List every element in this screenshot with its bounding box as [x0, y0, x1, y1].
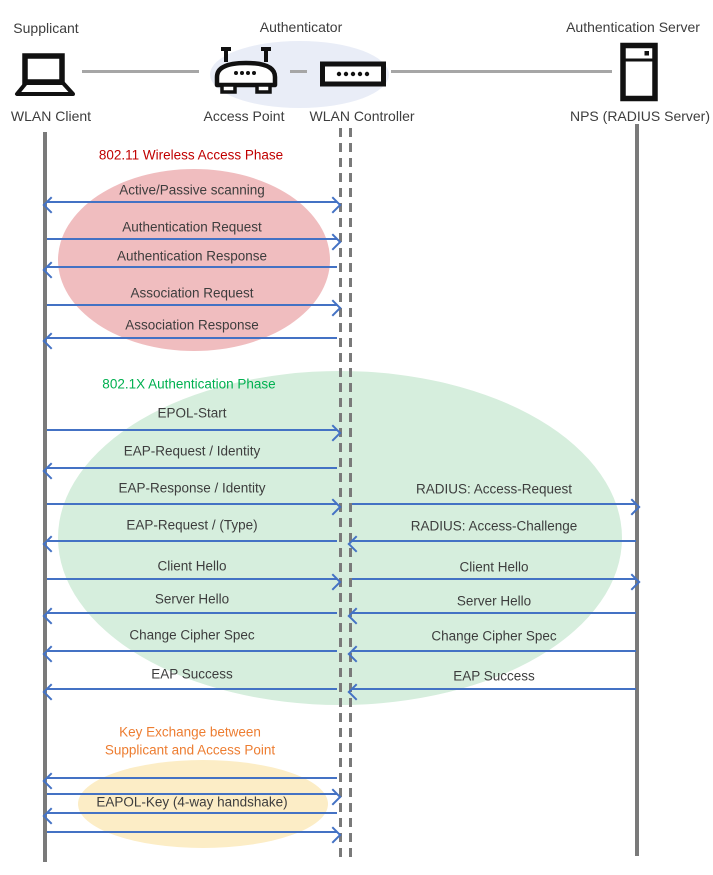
message-label: EPOL-Start: [157, 405, 227, 421]
device-label-nps-radius: NPS (RADIUS Server): [569, 108, 711, 124]
message-arrow-right: [352, 578, 636, 580]
message-arrow-left: [352, 540, 636, 542]
message-label: EAP Success: [151, 666, 233, 682]
lifeline-wlan-controller-left: [339, 128, 342, 858]
device-label-wlan-controller: WLAN Controller: [309, 108, 415, 124]
role-label-authenticator: Authenticator: [259, 19, 343, 35]
message-arrow-left: [47, 777, 337, 779]
message-arrow-right: [47, 503, 337, 505]
message-arrow-left: [352, 688, 636, 690]
message-label: Association Response: [125, 317, 259, 333]
message-arrow-right: [47, 578, 337, 580]
message-label: Active/Passive scanning: [119, 182, 265, 198]
message-label: RADIUS: Access-Request: [415, 481, 573, 497]
phase-title-key-exchange-line2: Supplicant and Access Point: [104, 742, 276, 758]
message-arrow-left: [352, 612, 636, 614]
connector-line: [391, 70, 612, 73]
message-arrow-right: [47, 238, 337, 240]
message-label: EAP-Request / (Type): [126, 517, 258, 533]
message-label: EAPOL-Key (4-way handshake): [96, 794, 288, 810]
message-label: Server Hello: [154, 591, 230, 607]
message-label: Change Cipher Spec: [129, 627, 255, 643]
message-arrow-right: [352, 503, 636, 505]
message-arrow-left: [47, 266, 337, 268]
message-label: Authentication Response: [116, 248, 268, 264]
laptop-icon: [10, 52, 80, 98]
role-label-authentication-server: Authentication Server: [566, 19, 700, 35]
message-arrow-right: [47, 831, 337, 833]
server-icon: [619, 42, 659, 102]
wlan-controller-icon: [319, 60, 387, 88]
phase-title-authentication: 802.1X Authentication Phase: [102, 376, 276, 392]
message-label: Server Hello: [456, 593, 532, 609]
device-label-access-point: Access Point: [203, 108, 285, 124]
message-label: Change Cipher Spec: [431, 628, 557, 644]
lifeline-wlan-client: [43, 132, 47, 862]
message-label: RADIUS: Access-Challenge: [410, 518, 578, 534]
device-label-wlan-client: WLAN Client: [10, 108, 92, 124]
wireless-access-point-icon: [209, 44, 283, 100]
message-arrow-left: [352, 650, 636, 652]
message-arrow-left: [47, 650, 337, 652]
connector-line: [290, 70, 307, 73]
message-label: Association Request: [130, 285, 254, 301]
connector-line: [82, 70, 199, 73]
lifeline-wlan-controller-right: [349, 128, 352, 858]
role-label-supplicant: Supplicant: [13, 20, 79, 36]
message-arrow-right: [47, 304, 337, 306]
message-arrow-left: [47, 612, 337, 614]
lifeline-nps-server: [635, 124, 639, 856]
message-arrow-right: [47, 429, 337, 431]
message-arrow-left: [47, 688, 337, 690]
message-label: Client Hello: [459, 559, 529, 575]
message-label: EAP Success: [453, 668, 535, 684]
message-label: Authentication Request: [122, 219, 262, 235]
message-arrow-left: [47, 540, 337, 542]
message-label: EAP-Response / Identity: [118, 480, 266, 496]
message-arrow-both: [47, 201, 337, 203]
message-arrow-left: [47, 467, 337, 469]
message-arrow-left: [47, 337, 337, 339]
message-arrow-left: [47, 812, 337, 814]
phase-title-wireless-access: 802.11 Wireless Access Phase: [98, 147, 284, 163]
phase-title-key-exchange-line1: Key Exchange between: [119, 724, 261, 740]
message-label: Client Hello: [157, 558, 227, 574]
message-label: EAP-Request / Identity: [123, 443, 261, 459]
